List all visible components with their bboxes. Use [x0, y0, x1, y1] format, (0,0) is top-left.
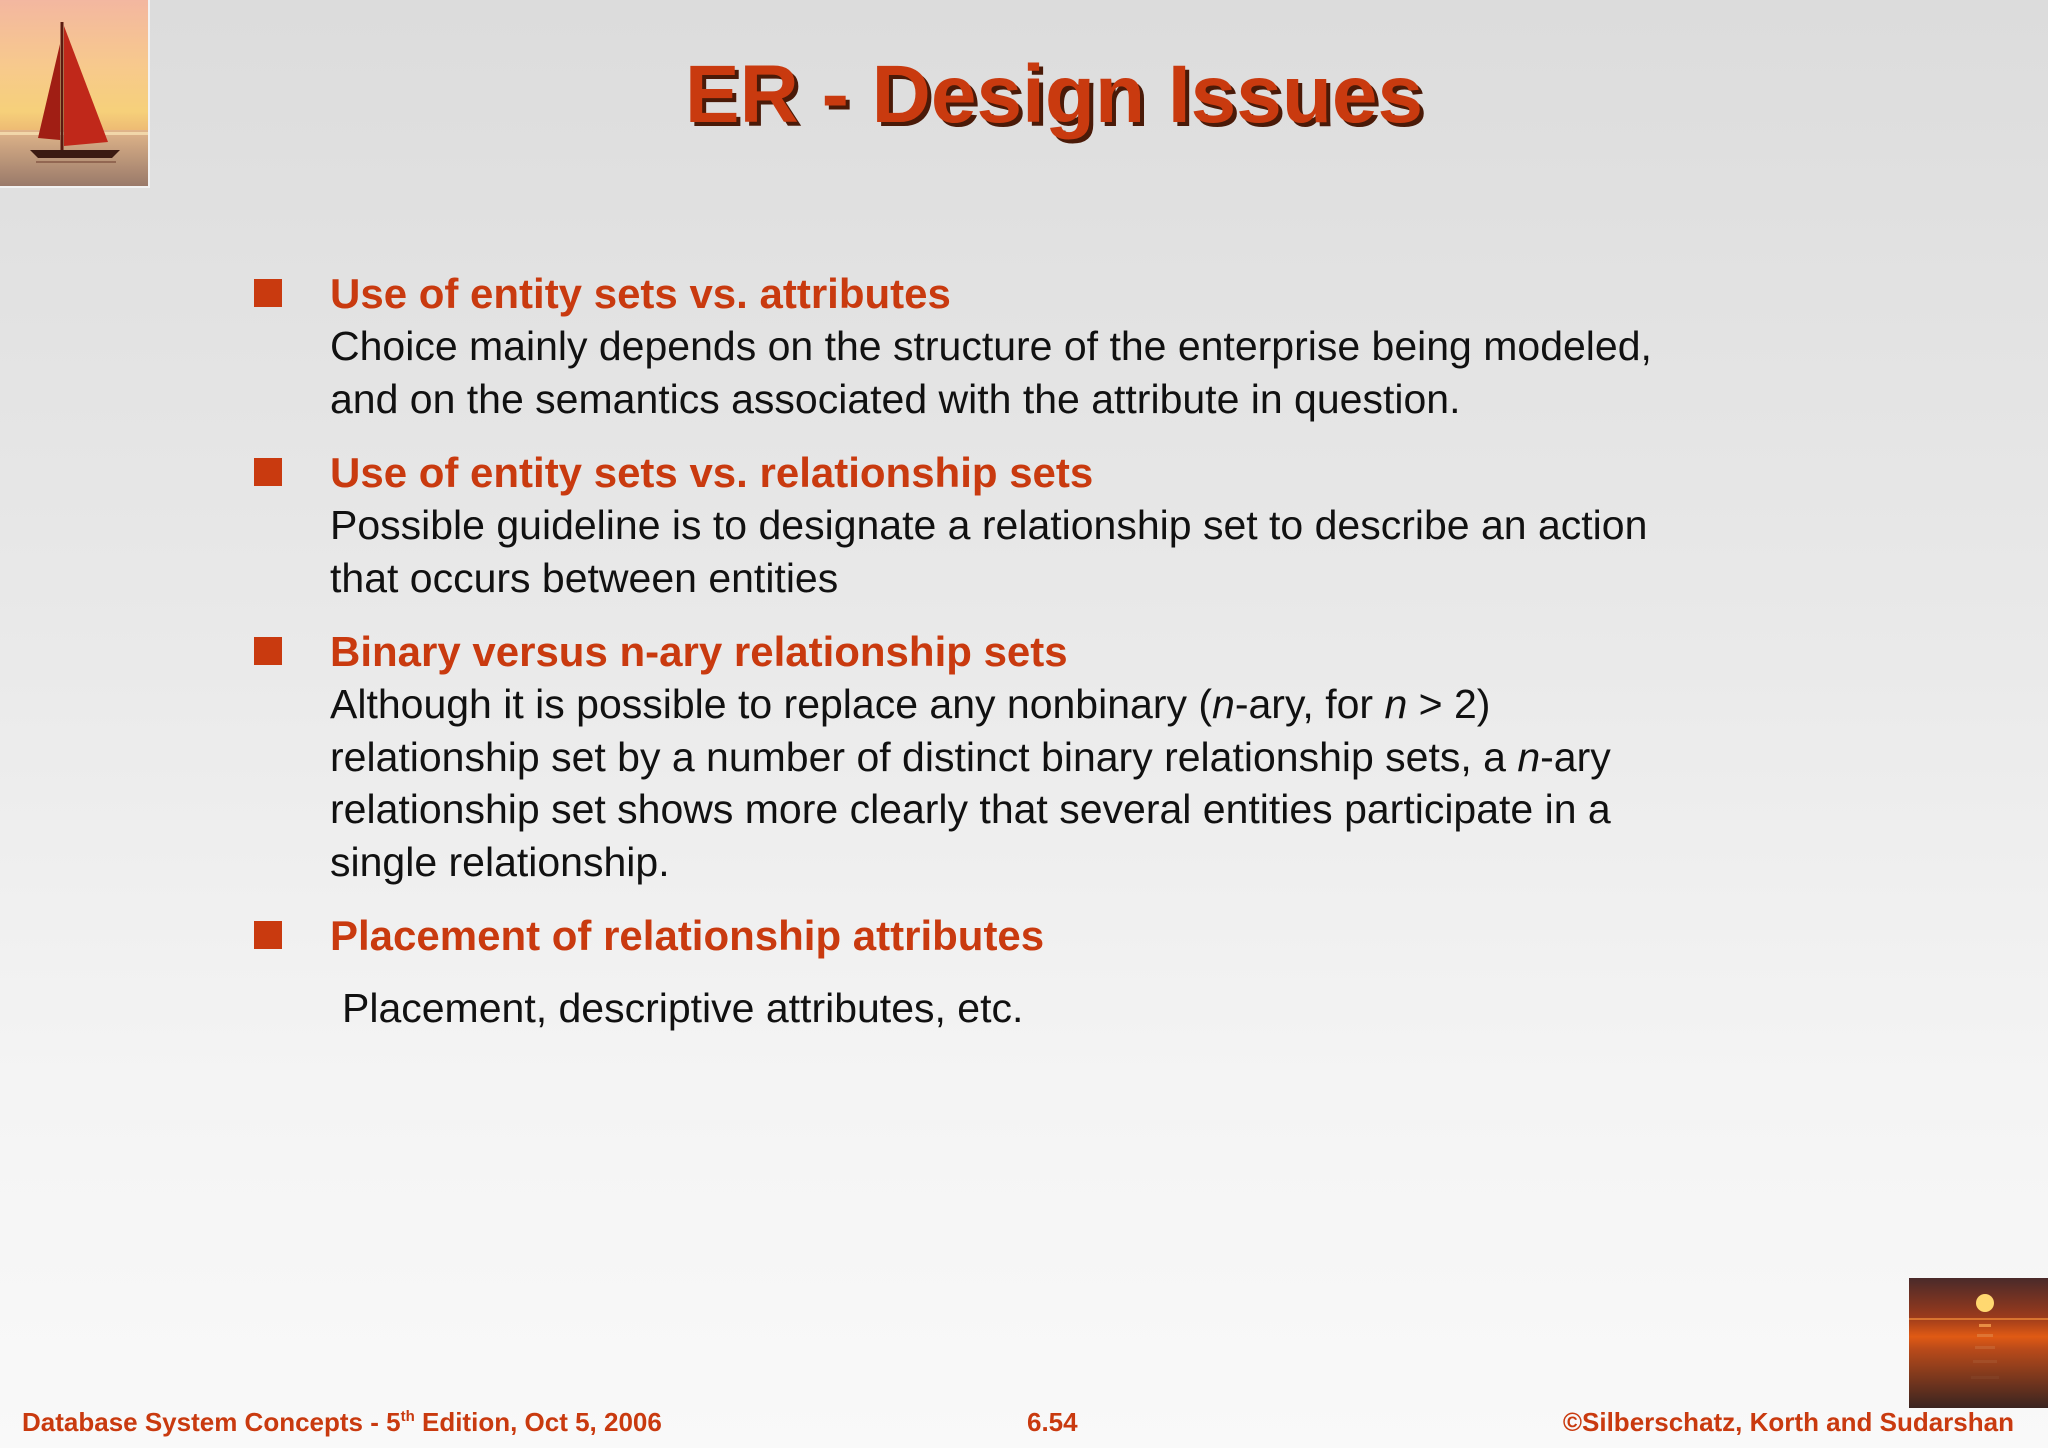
bullet-body-line: Placement, descriptive attributes, etc. — [342, 985, 1024, 1031]
bullet-heading: Binary versus n-ary relationship sets — [330, 628, 1068, 675]
footer-text: Database System Concepts - 5 — [22, 1407, 401, 1437]
square-bullet-icon — [254, 921, 282, 949]
text-segment: relationship set by a number of distinct binary relationship sets, a — [330, 733, 1518, 780]
bullet-body-line — [330, 678, 1812, 731]
italic-variable: n — [1212, 681, 1235, 727]
bullet-body-line — [330, 731, 1812, 784]
footer-text: Edition, Oct 5, 2006 — [414, 1407, 662, 1437]
bullet-heading: Use of entity sets vs. relationship sets — [330, 449, 1094, 496]
bullet-item — [252, 447, 1812, 604]
slide-title: ER - Design Issues — [684, 49, 1424, 140]
bullet-heading: Use of entity sets vs. attributes — [330, 270, 951, 317]
footer-course-info — [22, 1407, 662, 1438]
bullet-heading: Placement of relationship attributes — [330, 912, 1045, 959]
text-segment: > 2) — [1407, 681, 1491, 727]
bullet-body-line: that occurs between entities — [330, 554, 839, 601]
text-segment: Although it is possible to replace any nonbinary ( — [330, 681, 1213, 727]
footer-superscript: th — [400, 1408, 415, 1425]
italic-variable: n — [1384, 681, 1408, 727]
square-bullet-icon — [254, 458, 282, 486]
page-number: 6.54 — [1027, 1407, 1078, 1437]
bullet-item — [252, 268, 1812, 425]
bullet-body-line: Possible guideline is to designate a relationship set to describe an action — [330, 502, 1648, 548]
square-bullet-icon — [254, 637, 282, 665]
sunset-image — [1909, 1278, 2048, 1408]
bullet-list — [252, 268, 1812, 1057]
text-segment: -ary — [1540, 733, 1611, 780]
bullet-body-line: and on the semantics associated with the attribute in question. — [330, 375, 1461, 422]
text-segment: -ary, for — [1234, 681, 1385, 727]
square-bullet-icon — [254, 279, 282, 307]
italic-variable: n — [1517, 733, 1541, 780]
bullet-body-line: single relationship. — [330, 838, 670, 885]
bullet-item — [252, 910, 1812, 1035]
footer-copyright: ©Silberschatz, Korth and Sudarshan — [1562, 1407, 2014, 1437]
bullet-item — [252, 626, 1812, 888]
bullet-body-line: relationship set shows more clearly that several entities participate in a — [330, 786, 1611, 832]
bullet-body-line: Choice mainly depends on the structure of the enterprise being modeled, — [330, 323, 1652, 369]
